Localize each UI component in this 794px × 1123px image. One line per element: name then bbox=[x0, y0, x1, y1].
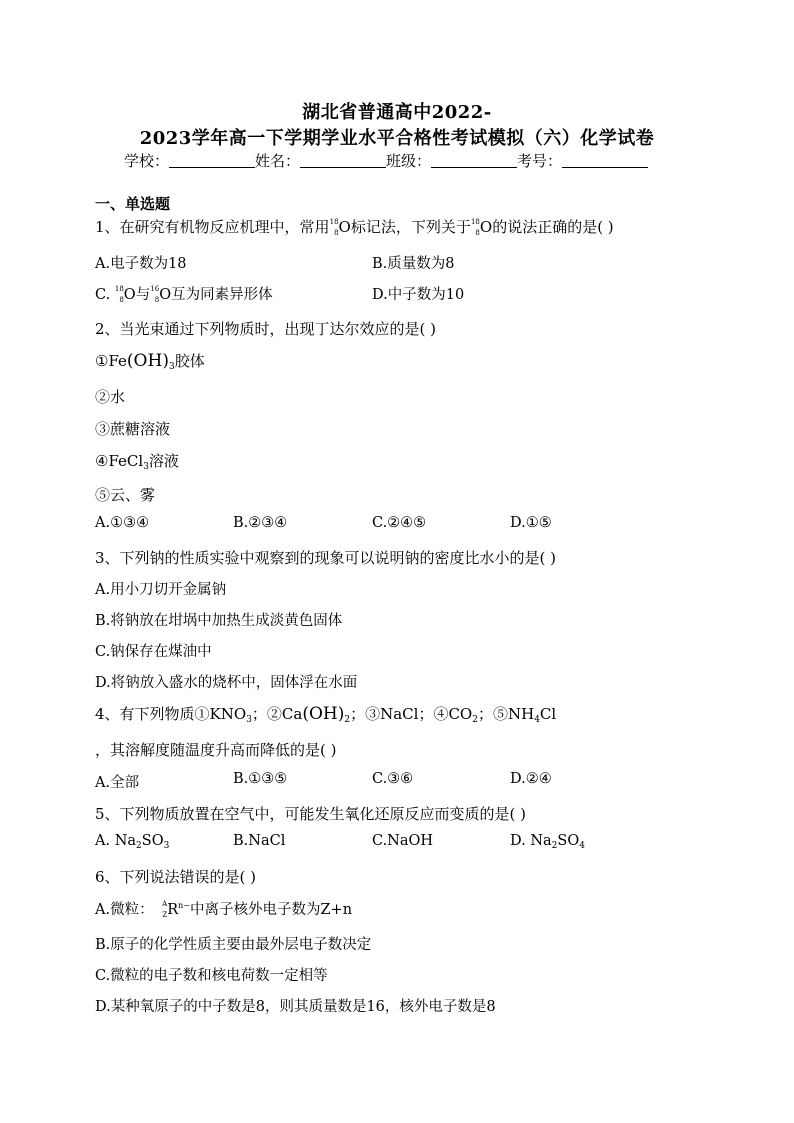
q5-option-c[interactable]: C.NaOH bbox=[372, 833, 434, 849]
q3-option-b[interactable]: B.将钠放在坩埚中加热生成淡黄色固体 bbox=[95, 613, 343, 629]
student-info-row bbox=[124, 150, 648, 171]
q6-option-d[interactable]: D.某种氧原子的中子数是8，则其质量数是16，核外电子数是8 bbox=[95, 999, 496, 1015]
question-4-stem: 4、有下列物质$①KNO_3$；$②Ca(OH)_2$；③NaCl；$④CO_2$；$⑤NH_4Cl$ bbox=[95, 704, 557, 725]
q4-option-a[interactable]: A.全部 bbox=[95, 775, 140, 791]
isotope-o18-notation: 18 8 bbox=[470, 218, 480, 237]
q4-option-c[interactable]: C.③⑥ bbox=[372, 771, 414, 787]
number-label: 考号： bbox=[517, 152, 563, 170]
q2-item-5: ⑤云、雾 bbox=[95, 486, 156, 504]
q1-option-d[interactable]: D.中子数为10 bbox=[372, 287, 465, 303]
q1-option-c[interactable]: C. 18 8 O与 16 8 O互为同素异形体 bbox=[95, 285, 273, 304]
school-blank[interactable] bbox=[169, 153, 255, 168]
q6-option-c[interactable]: C.微粒的电子数和核电荷数一定相等 bbox=[95, 968, 328, 984]
number-blank[interactable] bbox=[562, 153, 648, 168]
q1-option-a[interactable]: A.电子数为18 bbox=[95, 256, 187, 272]
exam-title-line2: 2023学年高一下学期学业水平合格性考试模拟（六）化学试卷 bbox=[139, 128, 655, 149]
question-6-stem: 6、下列说法错误的是( ) bbox=[95, 868, 257, 886]
school-label: 学校： bbox=[124, 152, 170, 170]
isotope-o18-notation: 18 8 bbox=[329, 218, 339, 237]
question-4-stem-line2: ，其溶解度随温度升高而降低的是( ) bbox=[95, 741, 337, 759]
q2-item-2: ②水 bbox=[95, 388, 126, 406]
question-3-stem: 3、下列钠的性质实验中观察到的现象可以说明钠的密度比水小的是( ) bbox=[95, 549, 557, 567]
q2-option-c[interactable]: C.②④⑤ bbox=[372, 515, 427, 531]
q2-item-4: ④FeCl$_3$溶液 bbox=[95, 452, 179, 472]
question-2-stem: 2、当光束通过下列物质时，出现丁达尔效应的是( ) bbox=[95, 320, 437, 338]
q6-option-b[interactable]: B.原子的化学性质主要由最外层电子数决定 bbox=[95, 937, 372, 953]
q3-option-c[interactable]: C.钠保存在煤油中 bbox=[95, 644, 212, 660]
q2-item-1: $①Fe(OH)_3$胶体 bbox=[95, 351, 205, 372]
q5-option-a[interactable]: A. $Na_2SO_3$ bbox=[95, 833, 170, 851]
question-1-stem: 1、在研究有机物反应机理中，常用 18 8 O标记法，下列关于 18 8 O的说法正确的是( ) bbox=[95, 218, 614, 237]
q5-option-d[interactable]: D. $Na_2SO_4$ bbox=[510, 833, 585, 851]
section-heading: 一、单选题 bbox=[95, 195, 171, 213]
q3-option-d[interactable]: D.将钠放入盛水的烧杯中，固体浮在水面 bbox=[95, 675, 358, 691]
q1-option-b[interactable]: B.质量数为8 bbox=[372, 256, 455, 272]
class-blank[interactable] bbox=[431, 153, 517, 168]
q3-option-a[interactable]: A.用小刀切开金属钠 bbox=[95, 582, 227, 598]
question-5-stem: 5、下列物质放置在空气中，可能发生氧化还原反应而变质的是( ) bbox=[95, 805, 527, 823]
q2-option-b[interactable]: B.②③④ bbox=[233, 515, 288, 531]
class-label: 班级： bbox=[386, 152, 432, 170]
name-label: 姓名： bbox=[255, 152, 301, 170]
q2-item-3: ③蔗糖溶液 bbox=[95, 420, 171, 438]
q6-option-a[interactable]: A.微粒： A Z $R^{n-}$中离子核外电子数为Z+n bbox=[95, 900, 353, 919]
q2-option-d[interactable]: D.①⑤ bbox=[510, 515, 552, 531]
q2-option-a[interactable]: A.①③④ bbox=[95, 515, 150, 531]
q5-option-b[interactable]: B.NaCl bbox=[233, 833, 286, 849]
exam-title-line1: 湖北省普通高中2022- bbox=[302, 102, 492, 123]
q4-option-b[interactable]: B.①③⑤ bbox=[233, 771, 288, 787]
q4-option-d[interactable]: D.②④ bbox=[510, 771, 552, 787]
name-blank[interactable] bbox=[300, 153, 386, 168]
nuclide-notation: A Z bbox=[162, 900, 168, 919]
